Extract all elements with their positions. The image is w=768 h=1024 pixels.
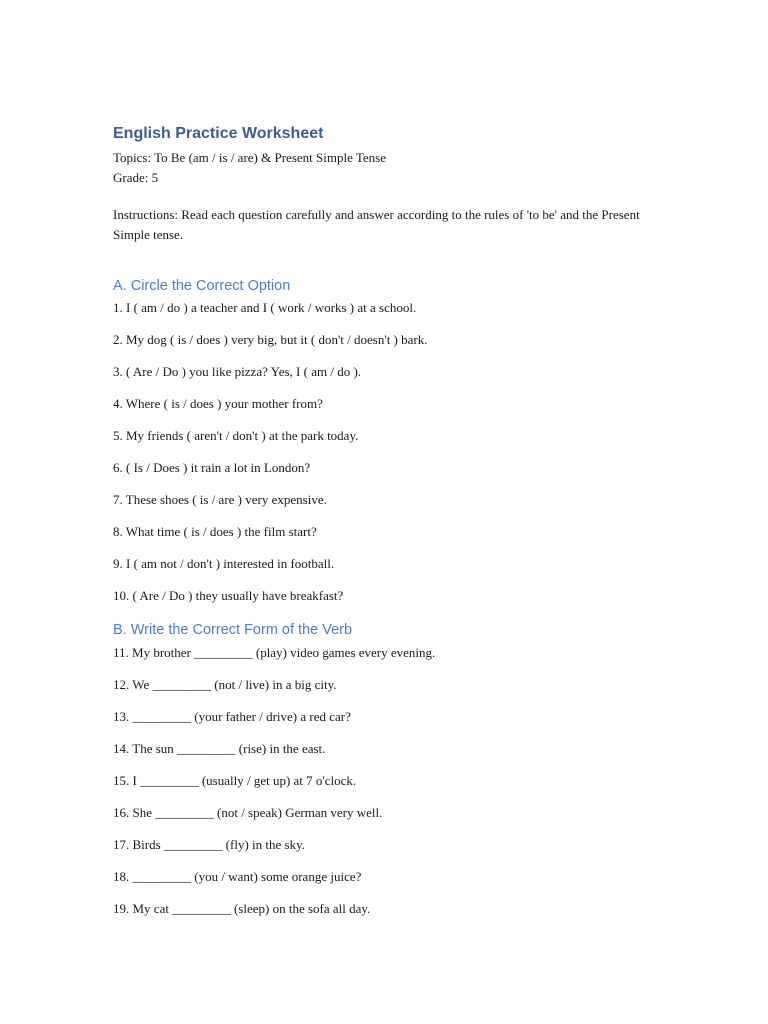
question-item: 11. My brother _________ (play) video games every evening. [113, 645, 436, 660]
worksheet-instructions: Instructions: Read each question carefully and answer according to the rules of 'to be' and the Present Simple tense. [113, 207, 640, 242]
question-item: 4. Where ( is / does ) your mother from? [113, 396, 323, 411]
worksheet-grade: Grade: 5 [113, 170, 159, 185]
question-item: 2. My dog ( is / does ) very big, but it ( don't / doesn't ) bark. [113, 332, 428, 347]
question-item: 9. I ( am not / don't ) interested in football. [113, 556, 335, 571]
question-item: 12. We _________ (not / live) in a big city. [113, 677, 337, 692]
worksheet-topics: Topics: To Be (am / is / are) & Present Simple Tense [113, 150, 386, 165]
question-item: 16. She _________ (not / speak) German very well. [113, 805, 383, 820]
question-item: 14. The sun _________ (rise) in the east. [113, 741, 326, 756]
question-item: 8. What time ( is / does ) the film start? [113, 524, 317, 539]
question-item: 6. ( Is / Does ) it rain a lot in London? [113, 460, 311, 475]
question-item: 3. ( Are / Do ) you like pizza? Yes, I ( am / do ). [113, 364, 362, 379]
question-item: 10. ( Are / Do ) they usually have breakfast? [113, 588, 344, 603]
section-b-question-list [113, 645, 435, 933]
question-item: 15. I _________ (usually / get up) at 7 o'clock. [113, 773, 357, 788]
question-item: 1. I ( am / do ) a teacher and I ( work / works ) at a school. [113, 300, 417, 315]
question-item: 19. My cat _________ (sleep) on the sofa all day. [113, 901, 371, 916]
question-item: 17. Birds _________ (fly) in the sky. [113, 837, 305, 852]
question-item: 5. My friends ( aren't / don't ) at the park today. [113, 428, 359, 443]
section-a-question-list [113, 300, 427, 620]
question-item: 7. These shoes ( is / are ) very expensive. [113, 492, 327, 507]
question-item: 13. _________ (your father / drive) a red car? [113, 709, 351, 724]
section-a-heading: A. Circle the Correct Option [113, 278, 291, 294]
section-b-heading: B. Write the Correct Form of the Verb [113, 622, 353, 638]
question-item: 18. _________ (you / want) some orange juice? [113, 869, 362, 884]
worksheet-title: English Practice Worksheet [113, 125, 324, 142]
